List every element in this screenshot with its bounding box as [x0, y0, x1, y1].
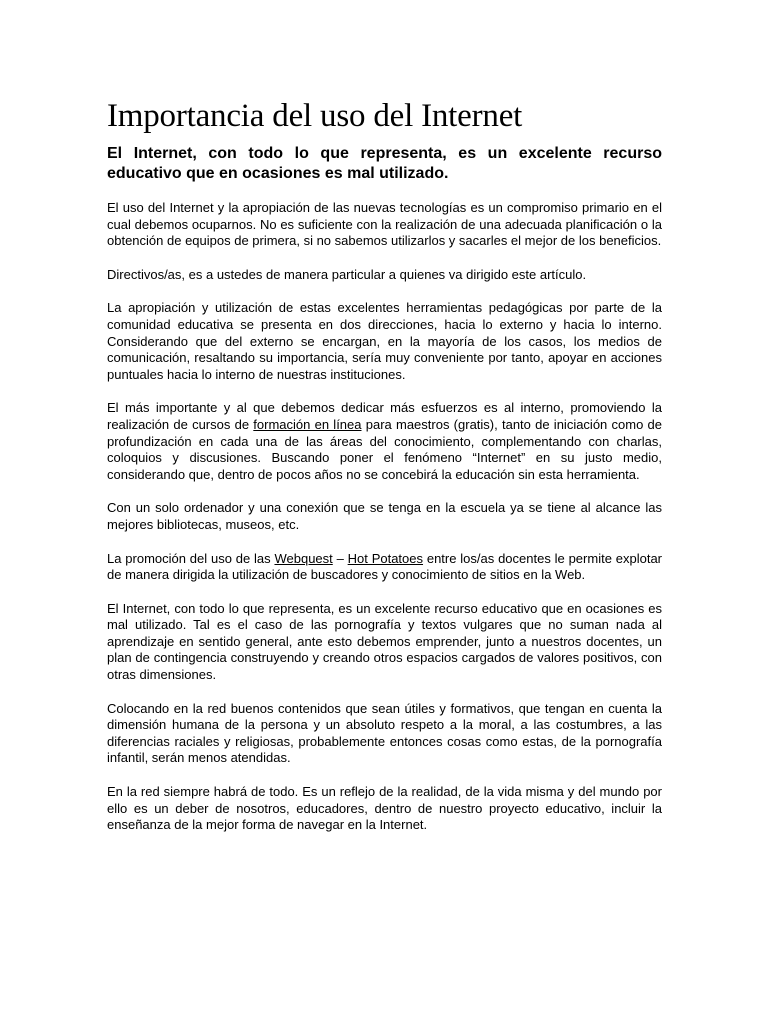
- paragraph-4-text-after: para maestros (gratis), tanto de iniciación como de profundización en cada una de las áreas del conocimiento, complementando con charlas, coloquios y discusiones. Buscando poner el fenómeno “Internet” en su justo medio, considerando que, dentro de pocos años no se concebirá la educación sin esta herramienta.: [107, 416, 663, 482]
- document-subtitle: El Internet, con todo lo que representa, es un excelente recurso educativo que en ocasiones es mal utilizado.: [107, 145, 662, 182]
- paragraph-2: Directivos/as, es a ustedes de manera particular a quienes va dirigido este artículo.: [107, 266, 587, 282]
- paragraph-6-text-before: La promoción del uso de las: [107, 550, 275, 566]
- paragraph-8: Colocando en la red buenos contenidos que sean útiles y formativos, que tengan en cuenta la dimensión humana de la persona y un absoluto respeto a la moral, a las costumbres, a las diferencias raciales y religiosas, probablemente entonces cosas como estas, de la pornografía infantil, serán menos atendidas.: [107, 700, 662, 766]
- hot-potatoes-link[interactable]: Hot Potatoes: [347, 550, 424, 566]
- link-separator: –: [332, 550, 348, 566]
- paragraph-9: En la red siempre habrá de todo. Es un reflejo de la realidad, de la vida misma y del mundo por ello es un deber de nosotros, educadores, dentro de nuestro proyecto educativo, incluir la enseñanza de la mejor forma de navegar en la Internet.: [107, 784, 662, 833]
- document-title: Importancia del uso del Internet: [107, 98, 523, 134]
- formacion-en-linea-link[interactable]: formación en línea: [253, 416, 362, 432]
- paragraph-6-text-after: entre los/as docentes le permite explotar de manera dirigida la utilización de buscadores y conocimiento de sitios en la Web.: [107, 550, 662, 583]
- paragraph-1: El uso del Internet y la apropiación de las nuevas tecnologías es un compromiso primario en el cual debemos ocuparnos. No es suficiente con la realización de una adecuada planificación o la obtención de equipos de primera, si no sabemos utilizarlos y sacarles el mejor de los beneficios.: [107, 200, 662, 249]
- webquest-link[interactable]: Webquest: [274, 550, 333, 566]
- paragraph-4-text-before: El más importante y al que debemos dedicar más esfuerzos es al interno, promoviendo la realización de cursos de: [107, 400, 662, 432]
- paragraph-7: El Internet, con todo lo que representa, es un excelente recurso educativo que en ocasiones es mal utilizado. Tal es el caso de las pornografía y textos vulgares que no suman nada al aprendizaje en sentido general, ante esto debemos emprender, junto a nuestros docentes, un plan de contingencia construyendo y creando otros espacios cargados de valores positivos, con otras dimensiones.: [107, 600, 662, 683]
- paragraph-4: [107, 400, 662, 483]
- paragraph-3: La apropiación y utilización de estas excelentes herramientas pedagógicas por parte de la comunidad educativa se presenta en dos direcciones, hacia lo externo y hacia lo interno. Considerando que del externo se encargan, en la mayoría de los casos, los medios de comunicación, resaltando su importancia, sería muy conveniente por tanto, apoyar en acciones puntuales hacia lo interno de nuestras instituciones.: [107, 300, 662, 382]
- paragraph-5: Con un solo ordenador y una conexión que se tenga en la escuela ya se tiene al alcance las mejores bibliotecas, museos, etc.: [107, 500, 662, 532]
- paragraph-6: [107, 551, 662, 584]
